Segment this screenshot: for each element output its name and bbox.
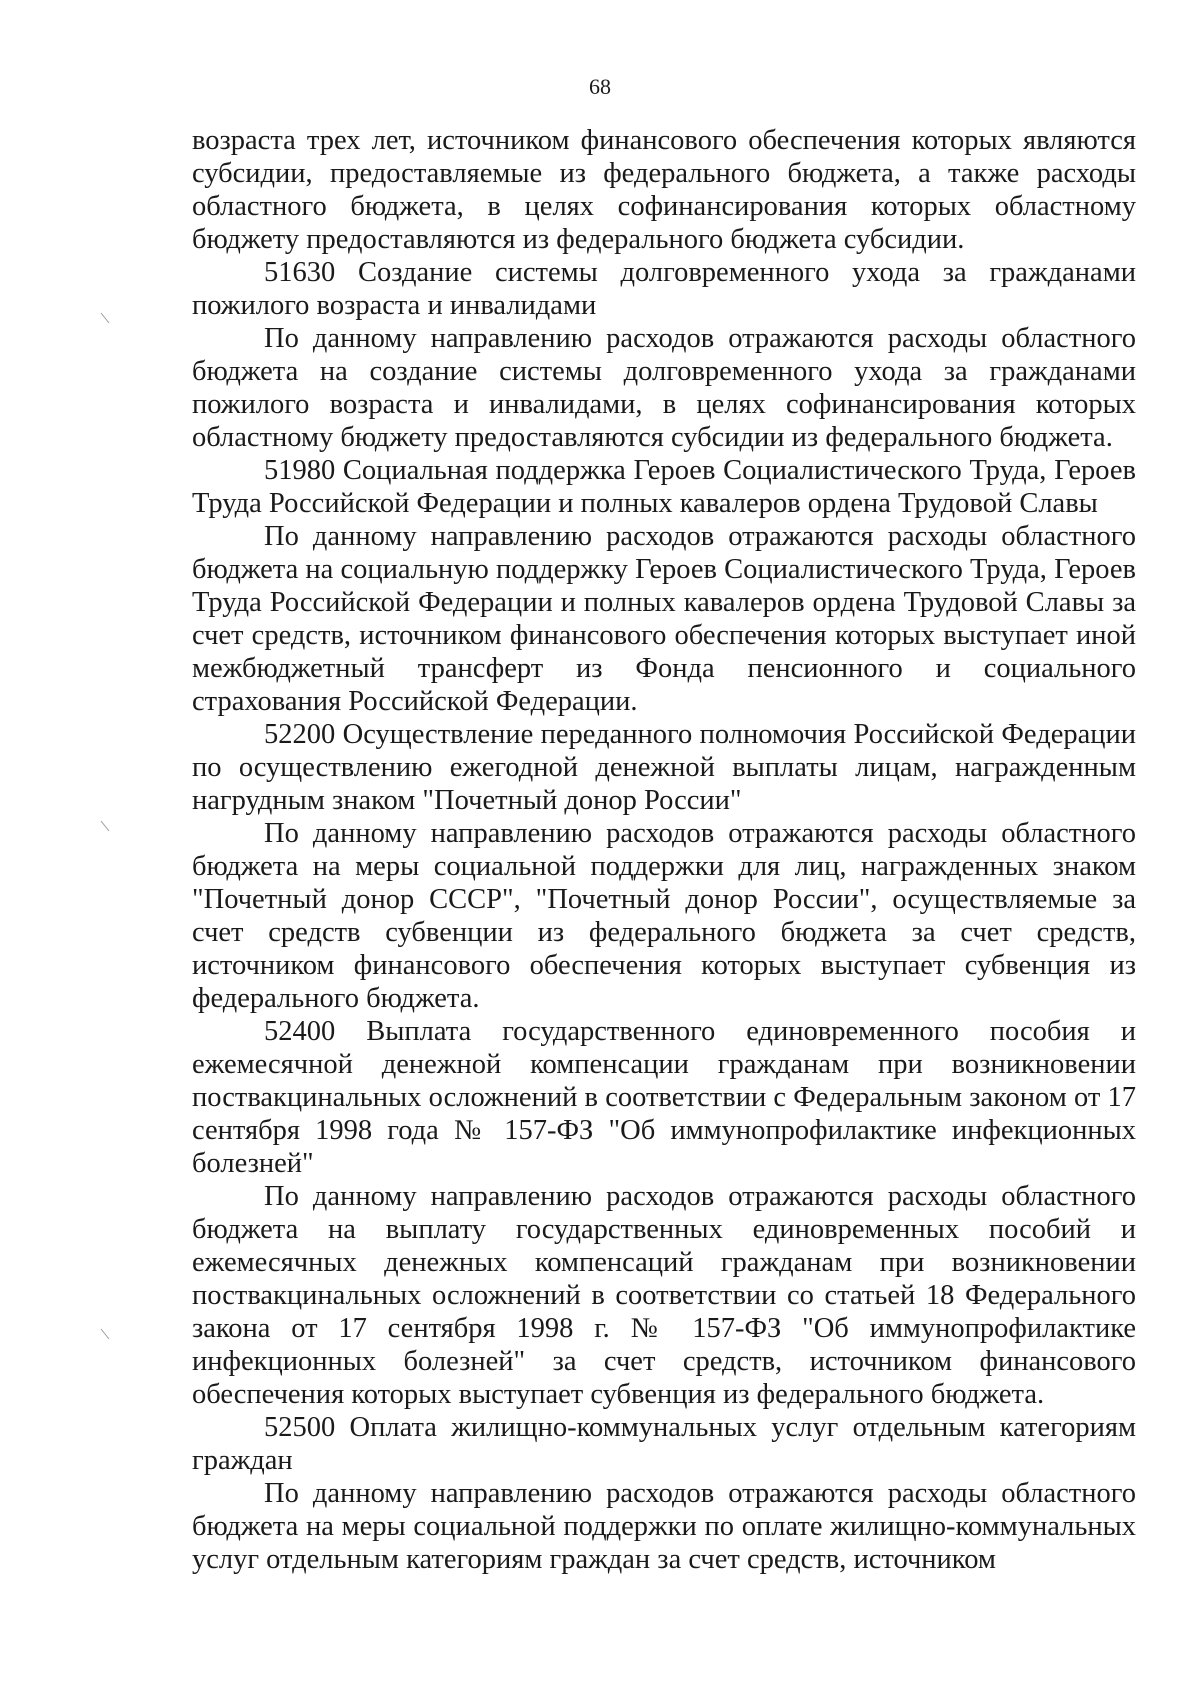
scan-mark <box>100 1328 110 1340</box>
paragraph-continuation: возраста трех лет, источником финансового обеспечения которых являются субсидии, предоставляемые из федерального бюджета, а также расходы областного бюджета, в целях софинансирования которых областному бюджету предоставляются из федерального бюджета субсидии. <box>192 125 1136 255</box>
paragraph-51980: По данному направлению расходов отражаются расходы областного бюджета на социальную поддержку Героев Социалистического Труда, Героев Труда Российской Федерации и полных кавалеров ордена Трудовой Славы за счет средств, источником финансового обеспечения которых выступает иной межбюджетный трансферт из Фонда пенсионного и социального страхования Российской Федерации. <box>192 521 1136 717</box>
page-number: 68 <box>589 74 611 99</box>
heading-51980: 51980 Социальная поддержка Героев Социалистического Труда, Героев Труда Российской Федерации и полных кавалеров ордена Трудовой Славы <box>192 455 1136 519</box>
heading-52400: 52400 Выплата государственного единовременного пособия и ежемесячной денежной компенсации гражданам при возникновении поствакцинальных осложнений в соответствии с Федеральным законом от 17 сентября 1998 года № 157-ФЗ "Об иммунопрофилактике инфекционных болезней" <box>192 1016 1136 1179</box>
scan-mark <box>100 820 110 832</box>
paragraph-51630: По данному направлению расходов отражаются расходы областного бюджета на создание системы долговременного ухода за гражданами пожилого возраста и инвалидами, в целях софинансирования которых областному бюджету предоставляются субсидии из федерального бюджета. <box>192 323 1136 453</box>
paragraph-52400: По данному направлению расходов отражаются расходы областного бюджета на выплату государственных единовременных пособий и ежемесячных денежных компенсаций гражданам при возникновении поствакцинальных осложнений в соответствии со статьей 18 Федерального закона от 17 сентября 1998 г. № 157-ФЗ "Об иммунопрофилактике инфекционных болезней" за счет средств, источником финансового обеспечения которых выступает субвенция из федерального бюджета. <box>192 1181 1136 1410</box>
heading-51630: 51630 Создание системы долговременного ухода за гражданами пожилого возраста и инвалидами <box>192 257 1136 321</box>
heading-52200: 52200 Осуществление переданного полномочия Российской Федерации по осуществлению ежегодной денежной выплаты лицам, награжденным нагрудным знаком "Почетный донор России" <box>192 719 1136 816</box>
scan-mark <box>100 312 110 324</box>
paragraph-52200: По данному направлению расходов отражаются расходы областного бюджета на меры социальной поддержки для лиц, награжденных знаком "Почетный донор СССР", "Почетный донор России", осуществляемые за счет средств субвенции из федерального бюджета за счет средств, источником финансового обеспечения которых выступает субвенция из федерального бюджета. <box>192 818 1136 1014</box>
heading-52500: 52500 Оплата жилищно-коммунальных услуг отдельным категориям граждан <box>192 1412 1136 1476</box>
document-body <box>192 124 1136 1576</box>
paragraph-52500: По данному направлению расходов отражаются расходы областного бюджета на меры социальной поддержки по оплате жилищно-коммунальных услуг отдельным категориям граждан за счет средств, источником <box>192 1478 1136 1575</box>
